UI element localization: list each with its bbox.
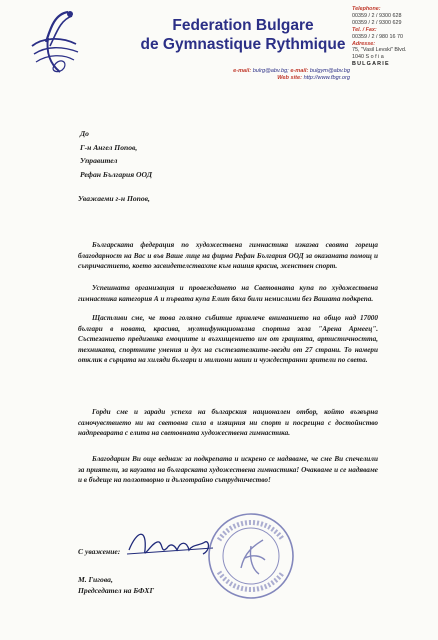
- recipient-position: Управител: [80, 156, 118, 165]
- signer-title: Председател на БФХГ: [78, 586, 155, 595]
- address-label: Adresse:: [352, 40, 376, 47]
- org-name-line2: de Gymnastique Rythmique: [140, 36, 346, 53]
- paragraph: Успешната организация и провеждането на Световната купа по художествена гимнастика категория А и първата купа Елит бяха били немислими без Вашата подкрепа.: [78, 284, 378, 303]
- organization-name: [128, 16, 358, 54]
- greeting: Уважаеми г-н Попов,: [78, 194, 150, 203]
- signer-name: М. Гигова,: [78, 575, 113, 584]
- email-primary[interactable]: bulrg@abv.bg;: [252, 68, 289, 74]
- telephone-label: Telephone:: [352, 6, 381, 12]
- recipient-to: До: [80, 129, 89, 138]
- recipient-block: [80, 127, 152, 181]
- org-name-line1: Federation Bulgare: [172, 17, 314, 34]
- paragraph: Щастливи сме, че това голямо събитие привлече вниманието на общо над 17000 българи в новата, красива, мултифункционална спортна зала "Арена Армеец". Състезанието предизвика емоциите и възхищението им от грацията, артистичността, техниката, спортните умения и дух на състезателките-звезди от 27 страни. То намери отклик в сърцата на хиляди българи и милиони наши и чуждестранни зрители по света.: [78, 314, 378, 365]
- fax-1: 00359 / 2 / 980 16 70: [352, 33, 403, 40]
- closing-salutation: С уважение:: [78, 547, 121, 556]
- website-line: [120, 75, 350, 81]
- paragraph: Българската федерация по художествена гимнастика изказва своята гореща благодарност на Вас и във Ваше лице на фирма Рефан България ООД за оказаната помощ и съпричастието, което засвидетелствахте към нашия красив, женствен спорт.: [78, 241, 378, 271]
- email-secondary[interactable]: bulgym@abv.bg: [309, 68, 350, 74]
- country: BULGARIE: [352, 61, 390, 68]
- website-label: Web site:: [277, 75, 302, 81]
- email-secondary-label: e-mail:: [290, 68, 309, 74]
- address-line-2: 1040 S o f i a: [352, 54, 384, 61]
- handwritten-signature: [125, 520, 215, 570]
- recipient-company: Рефан България ООД: [80, 169, 153, 179]
- address-line-1: 75, "Vasil Levski" Blvd.: [352, 47, 407, 54]
- email-label: e-mail:: [233, 68, 252, 74]
- phone-2: 00359 / 2 / 9300 629: [352, 19, 402, 26]
- official-seal: [205, 510, 297, 602]
- phone-1: 00359 / 2 / 9300 628: [352, 12, 402, 19]
- email-line: [120, 68, 350, 74]
- paragraph: Благодарим Ви още веднаж за подкрепата и искрено се надяваме, че сме Ви спечелили за приятели, за каузата на българската художествена гимнастика! Очакваме и се надяваме и в бъдеще на ползотворно и дълготрайно сътрудничество!: [78, 455, 378, 485]
- recipient-name: Г-н Ангел Попов,: [80, 142, 138, 152]
- signer-block: [78, 574, 154, 596]
- paragraph: Горди сме и заради успеха на българския национален отбор, който възвърна самочувствието ни на световна сила в изящния ни спорт и посрещна с достойнство надпреварата с елита на световната художествена гимнастика.: [78, 408, 378, 438]
- website-link[interactable]: http://www.fbgr.org: [303, 75, 350, 81]
- federation-logo-icon: [24, 8, 86, 78]
- contact-column: [352, 6, 436, 68]
- telfax-label: Tel. / Fax:: [352, 26, 377, 33]
